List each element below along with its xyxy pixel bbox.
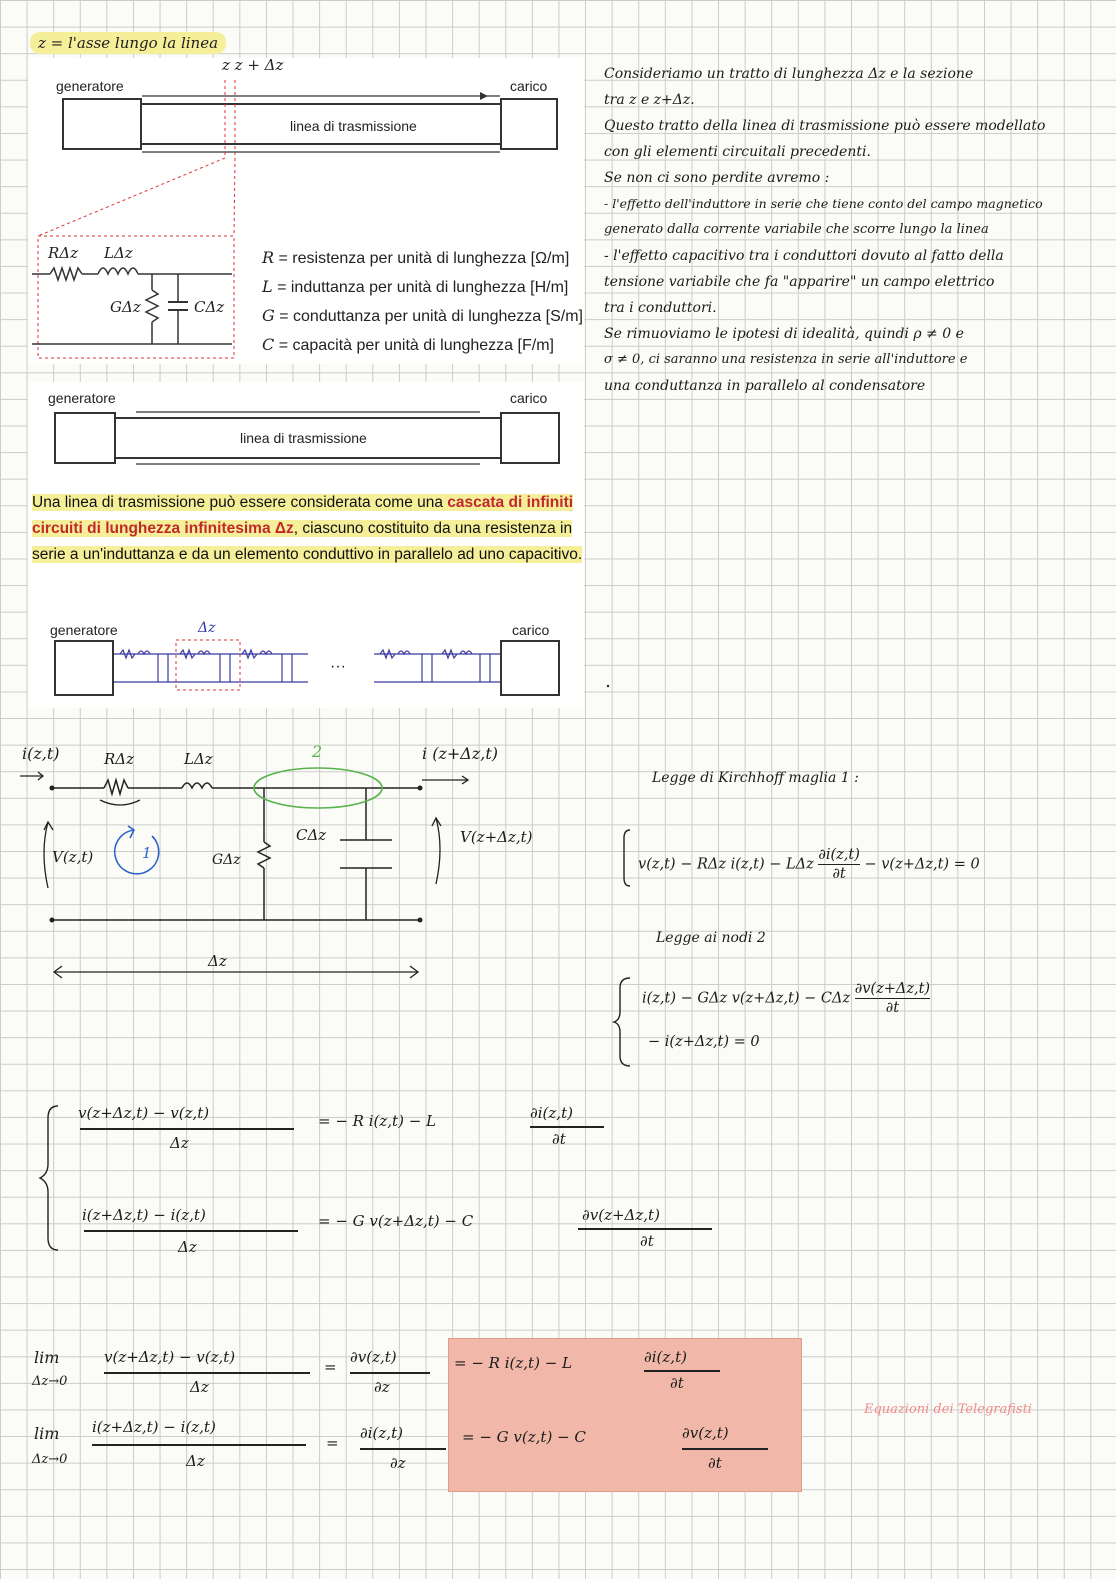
circuit-v-left: V(z,t)	[52, 848, 94, 866]
fig1-load-label: carico	[510, 78, 548, 94]
fig1-r-label: RΔz	[48, 244, 79, 262]
node-law-eq-tail: − i(z+Δz,t) = 0	[648, 1034, 760, 1050]
limit2-rden: ∂t	[708, 1454, 722, 1472]
circuit-dz-label: Δz	[208, 952, 227, 970]
limit1-num: v(z+Δz,t) − v(z,t)	[104, 1348, 236, 1366]
node-law-eq	[642, 980, 930, 1017]
system-eq1-rnum: ∂i(z,t)	[530, 1104, 573, 1122]
circuit-node-label: 2	[312, 742, 323, 761]
def-l-text: = induttanza per unità di lunghezza [H/m]	[272, 279, 569, 296]
def-r-text: = resistenza per unità di lunghezza [Ω/m]	[274, 250, 570, 267]
limit2-bar	[92, 1444, 306, 1446]
limit1-rhs: = − R i(z,t) − L	[454, 1354, 573, 1372]
system-eq1-bar	[80, 1128, 294, 1130]
fig3-generator-label: generatore	[50, 622, 118, 638]
note-line: Consideriamo un tratto di lunghezza Δz e la sezione	[604, 66, 974, 82]
telegraph-label: Equazioni dei Telegrafisti	[864, 1402, 1032, 1417]
system-eq1-den: Δz	[170, 1134, 189, 1152]
note-line: generato dalla corrente variabile che scorre lungo la linea	[604, 222, 989, 237]
fig2-paragraph-red: cascata di infiniti circuiti di lunghezza infinitesima Δz	[32, 494, 574, 537]
header-title-text: z = l'asse lungo la linea	[38, 34, 219, 52]
fig3-dots: ···	[330, 658, 346, 675]
def-l-sym: L	[262, 277, 273, 296]
fig1-line-label: linea di trasmissione	[290, 118, 417, 134]
circuit-c-label: CΔz	[296, 826, 327, 844]
note-line: - l'effetto capacitivo tra i conduttori dovuto al fatto della	[604, 248, 1004, 264]
circuit-mesh-label: 1	[142, 844, 152, 862]
limit2-dnum: ∂i(z,t)	[360, 1424, 403, 1442]
limit2-lim: lim	[34, 1424, 60, 1443]
system-eq1-num: v(z+Δz,t) − v(z,t)	[78, 1104, 210, 1122]
system-eq2-den: Δz	[178, 1238, 197, 1256]
fig2-load-label: carico	[510, 390, 548, 406]
circuit-i-right: i (z+Δz,t)	[422, 744, 499, 763]
fig1-l-label: LΔz	[104, 244, 133, 262]
mesh-eq-den: ∂t	[832, 866, 846, 882]
fig2-generator-label: generatore	[48, 390, 116, 406]
system-eq1-rden: ∂t	[552, 1130, 566, 1148]
note-line: tra z e z+Δz.	[604, 92, 695, 108]
note-line: tensione variabile che fa "apparire" un campo elettrico	[604, 274, 995, 290]
fig2-paragraph-p2: , ciascuno costituito da una resistenza in serie a un'induttanza e da un elemento conduttivo in parallelo ad uno capacitivo.	[32, 520, 583, 563]
limit1-sub: Δz→0	[32, 1374, 68, 1389]
system-eq2-rnum: ∂v(z+Δz,t)	[582, 1206, 660, 1224]
limit2-dbar	[360, 1448, 446, 1450]
mesh-law-eq	[638, 846, 980, 883]
node-law-title: Legge ai nodi 2	[656, 930, 766, 946]
note-line: Questo tratto della linea di trasmissione può essere modellato	[604, 118, 1046, 134]
fig3-load-label: carico	[512, 622, 550, 638]
circuit-i-left: i(z,t)	[22, 744, 60, 763]
system-eq1-rbar	[530, 1126, 604, 1128]
limit1-den: Δz	[190, 1378, 209, 1396]
def-c-sym: C	[262, 335, 275, 354]
mesh-eq-part-a: v(z,t) − RΔz i(z,t) − LΔz	[638, 856, 819, 873]
note-line: Se non ci sono perdite avremo :	[604, 170, 830, 186]
note-line: con gli elementi circuitali precedenti.	[604, 144, 871, 160]
fig3-dz-label: Δz	[198, 620, 216, 636]
limit1-rnum: ∂i(z,t)	[644, 1348, 687, 1366]
fig1-c-label: CΔz	[194, 298, 225, 316]
limit2-rhs: = − G v(z,t) − C	[462, 1428, 586, 1446]
system-eq1-rhs: = − R i(z,t) − L	[318, 1112, 437, 1130]
circuit-l-label: LΔz	[184, 750, 213, 768]
note-line: Se rimuoviamo le ipotesi di idealità, quindi ρ ≠ 0 e	[604, 326, 964, 342]
limit2-rbar	[682, 1448, 768, 1450]
def-g-sym: G	[262, 306, 275, 325]
mesh-eq-num: ∂i(z,t)	[818, 847, 860, 863]
fig1-zlabel: z z + Δz	[222, 56, 284, 74]
fig1-generator-label: generatore	[56, 78, 124, 94]
system-eq2-rhs: = − G v(z+Δz,t) − C	[318, 1212, 474, 1230]
system-eq2-bar	[84, 1230, 298, 1232]
circuit-r-label: RΔz	[104, 750, 135, 768]
limit2-num: i(z+Δz,t) − i(z,t)	[92, 1418, 216, 1436]
system-eq2-rden: ∂t	[640, 1232, 654, 1250]
node-eq-part-a: i(z,t) − GΔz v(z+Δz,t) − CΔz	[642, 990, 855, 1007]
limit1-lim: lim	[34, 1348, 60, 1367]
limit1-dnum: ∂v(z,t)	[350, 1348, 397, 1366]
node-eq-num: ∂v(z+Δz,t)	[854, 981, 931, 997]
limit2-dden: ∂z	[390, 1454, 406, 1472]
fig2-line-label: linea di trasmissione	[240, 430, 367, 446]
fig1-g-label: GΔz	[110, 298, 141, 316]
limit2-den: Δz	[186, 1452, 205, 1470]
limit2-sub: Δz→0	[32, 1452, 68, 1467]
node-eq-den: ∂t	[885, 1000, 900, 1016]
def-r-sym: R	[262, 248, 275, 267]
system-eq2-rbar	[578, 1228, 712, 1230]
def-c-text: = capacità per unità di lunghezza [F/m]	[274, 337, 554, 354]
system-eq2-num: i(z+Δz,t) − i(z,t)	[82, 1206, 206, 1224]
circuit-v-right: V(z+Δz,t)	[460, 828, 533, 846]
note-line: - l'effetto dell'induttore in serie che tiene conto del campo magnetico	[604, 196, 1043, 211]
limit1-bar	[104, 1372, 310, 1374]
limit2-rnum: ∂v(z,t)	[682, 1424, 729, 1442]
note-line: una conduttanza in parallelo al condensatore	[604, 378, 926, 394]
circuit-g-label: GΔz	[212, 852, 241, 868]
limit1-rden: ∂t	[670, 1374, 684, 1392]
limit1-dden: ∂z	[374, 1378, 390, 1396]
limit1-equals: =	[324, 1358, 337, 1376]
mesh-law-title: Legge di Kirchhoff maglia 1 :	[652, 770, 859, 786]
note-line: σ ≠ 0, ci saranno una resistenza in serie all'induttore e	[604, 352, 968, 367]
note-line: tra i conduttori.	[604, 300, 717, 316]
limit2-equals: =	[326, 1434, 339, 1452]
mesh-eq-part-b: − v(z+Δz,t) = 0	[859, 856, 980, 873]
limit1-rbar	[644, 1370, 720, 1372]
def-g-text: = conduttanza per unità di lunghezza [S/m]	[274, 308, 583, 325]
limit1-dbar	[350, 1372, 430, 1374]
fig2-paragraph-p1: Una linea di trasmissione può essere considerata come una	[32, 494, 448, 511]
